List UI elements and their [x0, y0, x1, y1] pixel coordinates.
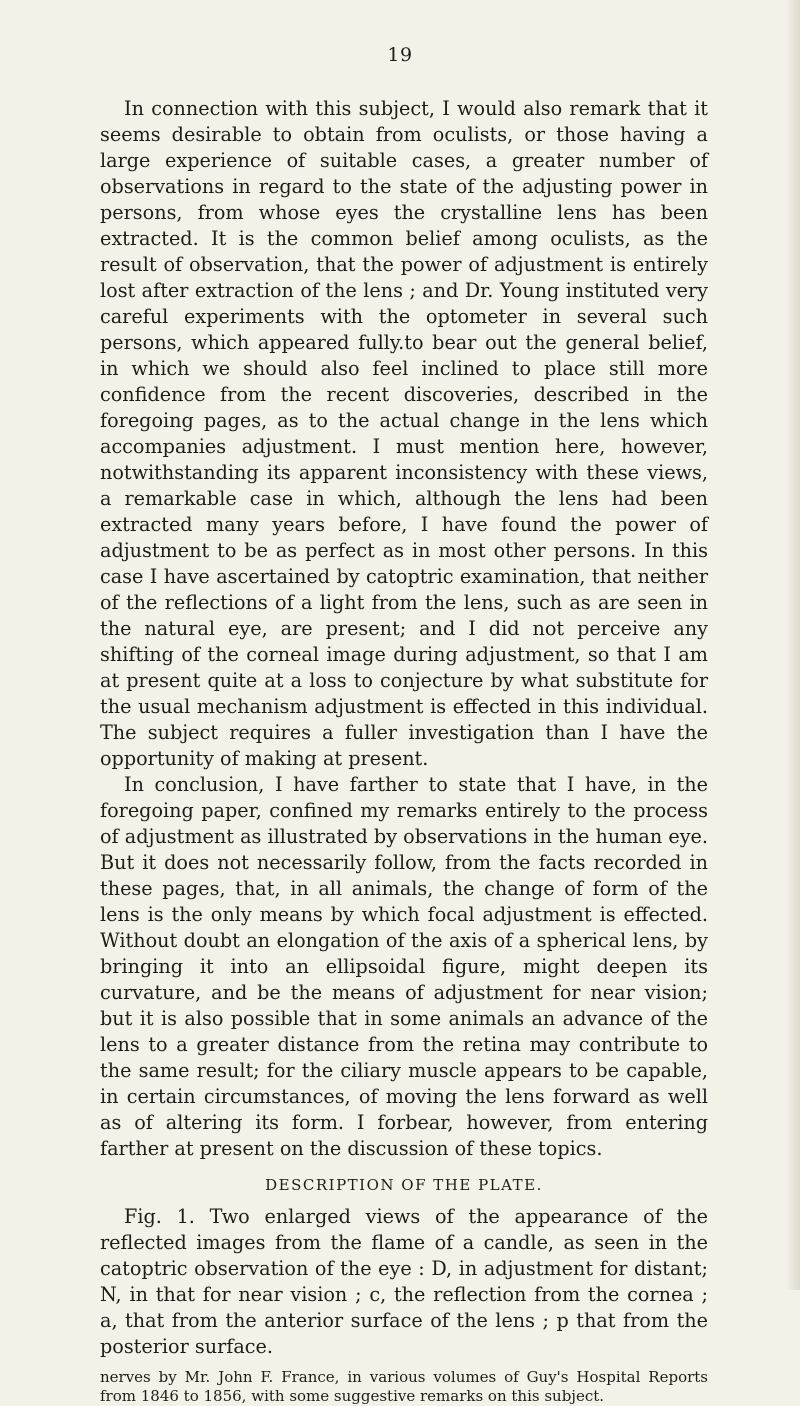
page-edge-shadow [786, 0, 800, 1290]
plate-heading: DESCRIPTION OF THE PLATE. [265, 1176, 543, 1194]
page-text-block [100, 96, 708, 1406]
plate-description: Fig. 1. Two enlarged views of the appearance of the reflected images from the flame of a candle, as seen in the catoptric observation of the eye : D, in adjustment for distant; N, in that for near vision ; c, the reflection from the cornea ; a, that from the anterior surface of the lens ; p that from the posterior surface. [100, 1205, 708, 1358]
footnote: nerves by Mr. John F. France, in various volumes of Guy's Hospital Reports from 1846 to 1856, with some suggestive remarks on this subject. [100, 1368, 708, 1405]
paragraph-lens-extraction: In connection with this subject, I would also remark that it seems desirable to obtain from oculists, or those having a large experience of suitable cases, a greater number of observations in regard to the state of the adjusting power in persons, from whose eyes the crystalline lens has been extracted. It is the common belief among oculists, as the result of observation, that the power of adjustment is entirely lost after extraction of the lens ; and Dr. Young instituted very careful experiments with the optometer in several such persons, which appeared fully.to bear out the general belief, in which we should also feel inclined to place still more confidence from the recent discoveries, described in the foregoing pages, as to the actual change in the lens which accompanies adjustment. I must mention here, however, notwithstanding its apparent inconsistency with these views, a remarkable case in which, although the lens had been extracted many years before, I have found the power of adjustment to be as perfect as in most other persons. In this case I have ascertained by catoptric examination, that neither of the reflections of a light from the lens, such as are seen in the natural eye, are present; and I did not perceive any shifting of the corneal image during adjustment, so that I am at present quite at a loss to conjecture by what substitute for the usual mechanism adjustment is effected in this individual. The subject requires a fuller investigation than I have the opportunity of making at present. [100, 97, 708, 770]
page-number: 19 [387, 44, 413, 66]
paragraph-conclusion: In conclusion, I have farther to state that I have, in the foregoing paper, confined my remarks entirely to the process of adjustment as illustrated by observations in the human eye. But it does not necessarily follow, from the facts recorded in these pages, that, in all animals, the change of form of the lens is the only means by which focal adjustment is effected. Without doubt an elongation of the axis of a spherical lens, by bringing it into an ellipsoidal figure, might deepen its curvature, and be the means of adjustment for near vision; but it is also possible that in some animals an advance of the lens to a greater distance from the retina may contribute to the same result; for the ciliary muscle appears to be capable, in certain circumstances, of moving the lens forward as well as of altering its form. I forbear, however, from entering farther at present on the discussion of these topics. [100, 773, 708, 1160]
